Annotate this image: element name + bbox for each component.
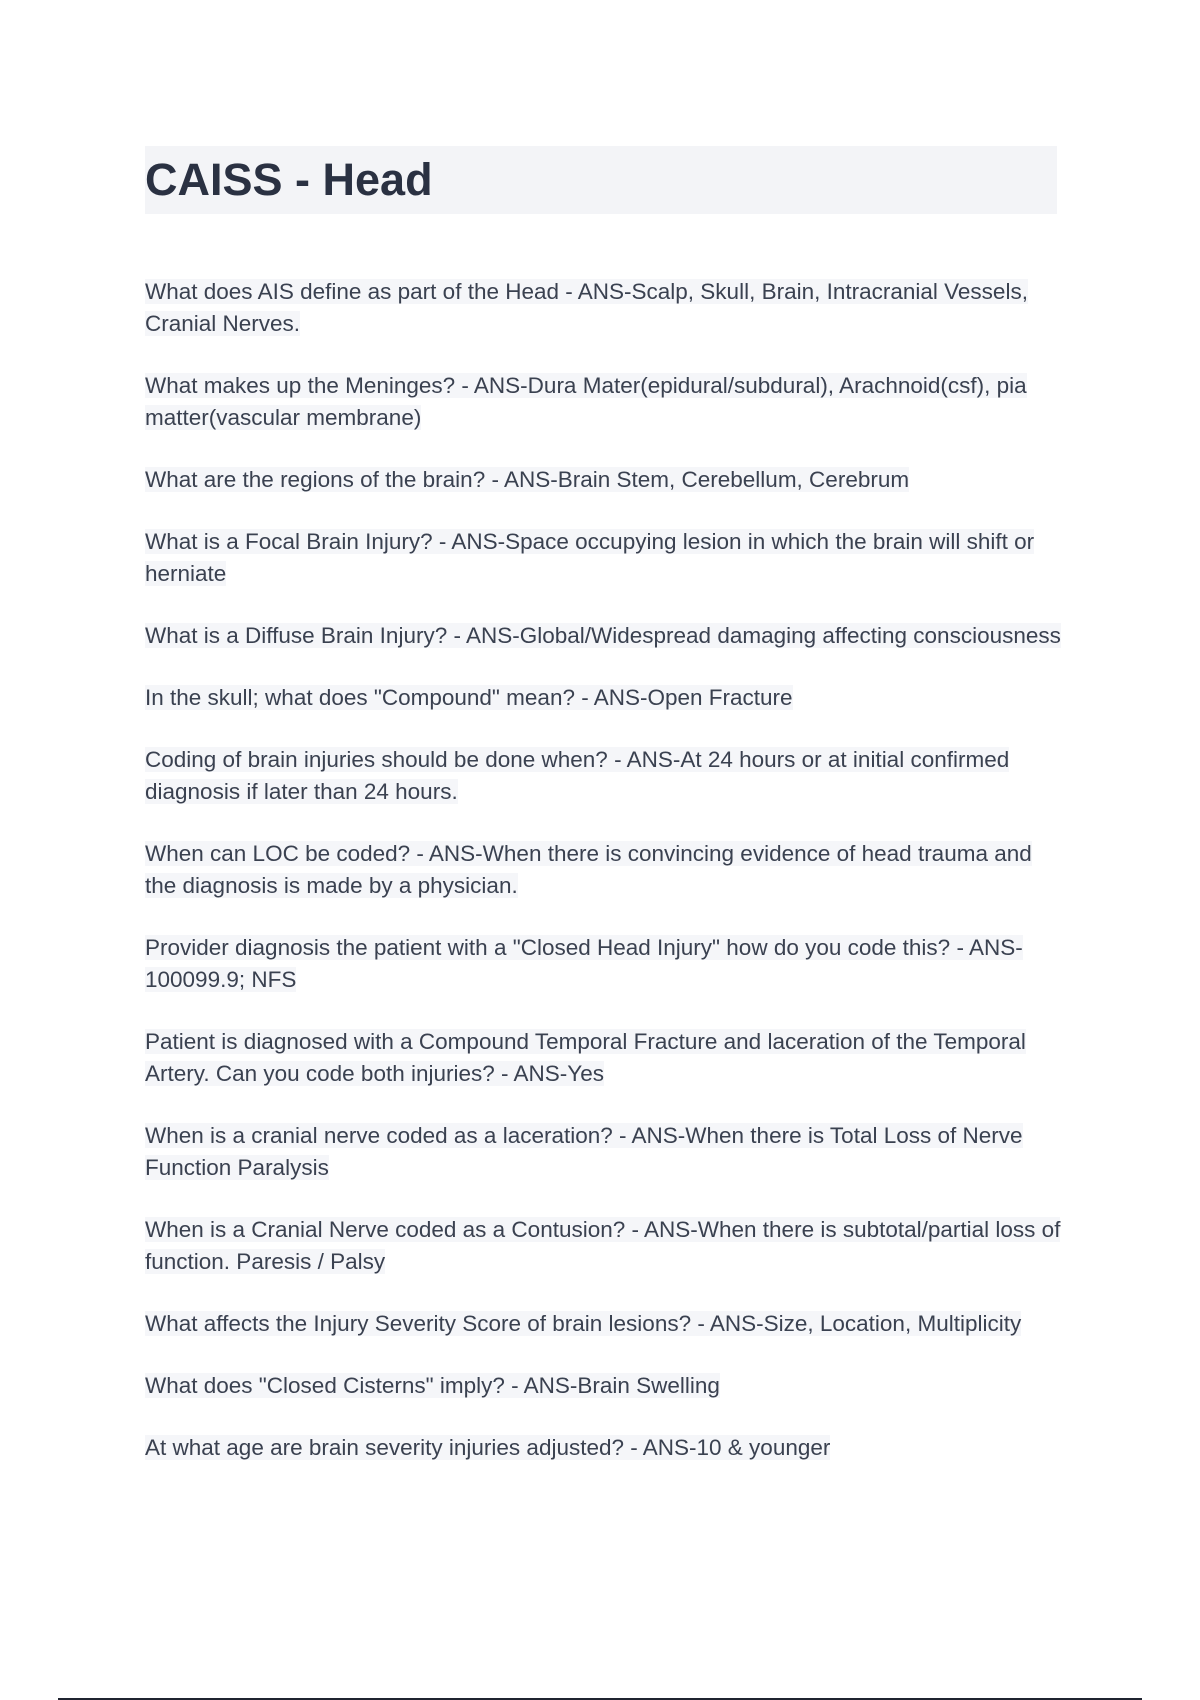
qa-item — [145, 1214, 1065, 1278]
qa-item — [145, 932, 1065, 996]
qa-text: What makes up the Meninges? - ANS-Dura Mater(epidural/subdural), Arachnoid(csf), pia matter(vascular membrane) — [145, 373, 1027, 430]
page-title: CAISS - Head — [145, 154, 433, 205]
qa-item — [145, 370, 1065, 434]
qa-text: When can LOC be coded? - ANS-When there is convincing evidence of head trauma and the diagnosis is made by a physician. — [145, 841, 1032, 898]
qa-text: What affects the Injury Severity Score of brain lesions? - ANS-Size, Location, Multiplicity — [145, 1311, 1022, 1336]
qa-item — [145, 838, 1065, 902]
qa-item — [145, 1308, 1065, 1340]
qa-item — [145, 1120, 1065, 1184]
qa-item — [145, 1026, 1065, 1090]
qa-text: Patient is diagnosed with a Compound Temporal Fracture and laceration of the Temporal Artery. Can you code both injuries? - ANS-Yes — [145, 1029, 1026, 1086]
qa-text: Provider diagnosis the patient with a "Closed Head Injury" how do you code this? - ANS-100099.9; NFS — [145, 935, 1023, 992]
qa-item — [145, 1432, 1065, 1464]
qa-text: When is a Cranial Nerve coded as a Contusion? - ANS-When there is subtotal/partial loss of function. Paresis / Palsy — [145, 1217, 1061, 1274]
qa-text: What is a Focal Brain Injury? - ANS-Space occupying lesion in which the brain will shift or herniate — [145, 529, 1035, 586]
qa-list — [145, 276, 1065, 1494]
qa-item — [145, 682, 1065, 714]
qa-item — [145, 620, 1065, 652]
qa-text: When is a cranial nerve coded as a laceration? - ANS-When there is Total Loss of Nerve Function Paralysis — [145, 1123, 1023, 1180]
qa-item — [145, 464, 1065, 496]
qa-text: In the skull; what does "Compound" mean? - ANS-Open Fracture — [145, 685, 793, 710]
qa-item — [145, 526, 1065, 590]
qa-item — [145, 276, 1065, 340]
qa-text: What does "Closed Cisterns" imply? - ANS-Brain Swelling — [145, 1373, 720, 1398]
qa-text: At what age are brain severity injuries adjusted? - ANS-10 & younger — [145, 1435, 831, 1460]
qa-item — [145, 1370, 1065, 1402]
qa-text: What does AIS define as part of the Head - ANS-Scalp, Skull, Brain, Intracranial Vessels, Cranial Nerves. — [145, 279, 1028, 336]
qa-text: What are the regions of the brain? - ANS-Brain Stem, Cerebellum, Cerebrum — [145, 467, 910, 492]
title-block — [145, 146, 1057, 214]
qa-text: Coding of brain injuries should be done when? - ANS-At 24 hours or at initial confirmed diagnosis if later than 24 hours. — [145, 747, 1010, 804]
qa-text: What is a Diffuse Brain Injury? - ANS-Global/Widespread damaging affecting consciousness — [145, 623, 1061, 648]
qa-item — [145, 744, 1065, 808]
